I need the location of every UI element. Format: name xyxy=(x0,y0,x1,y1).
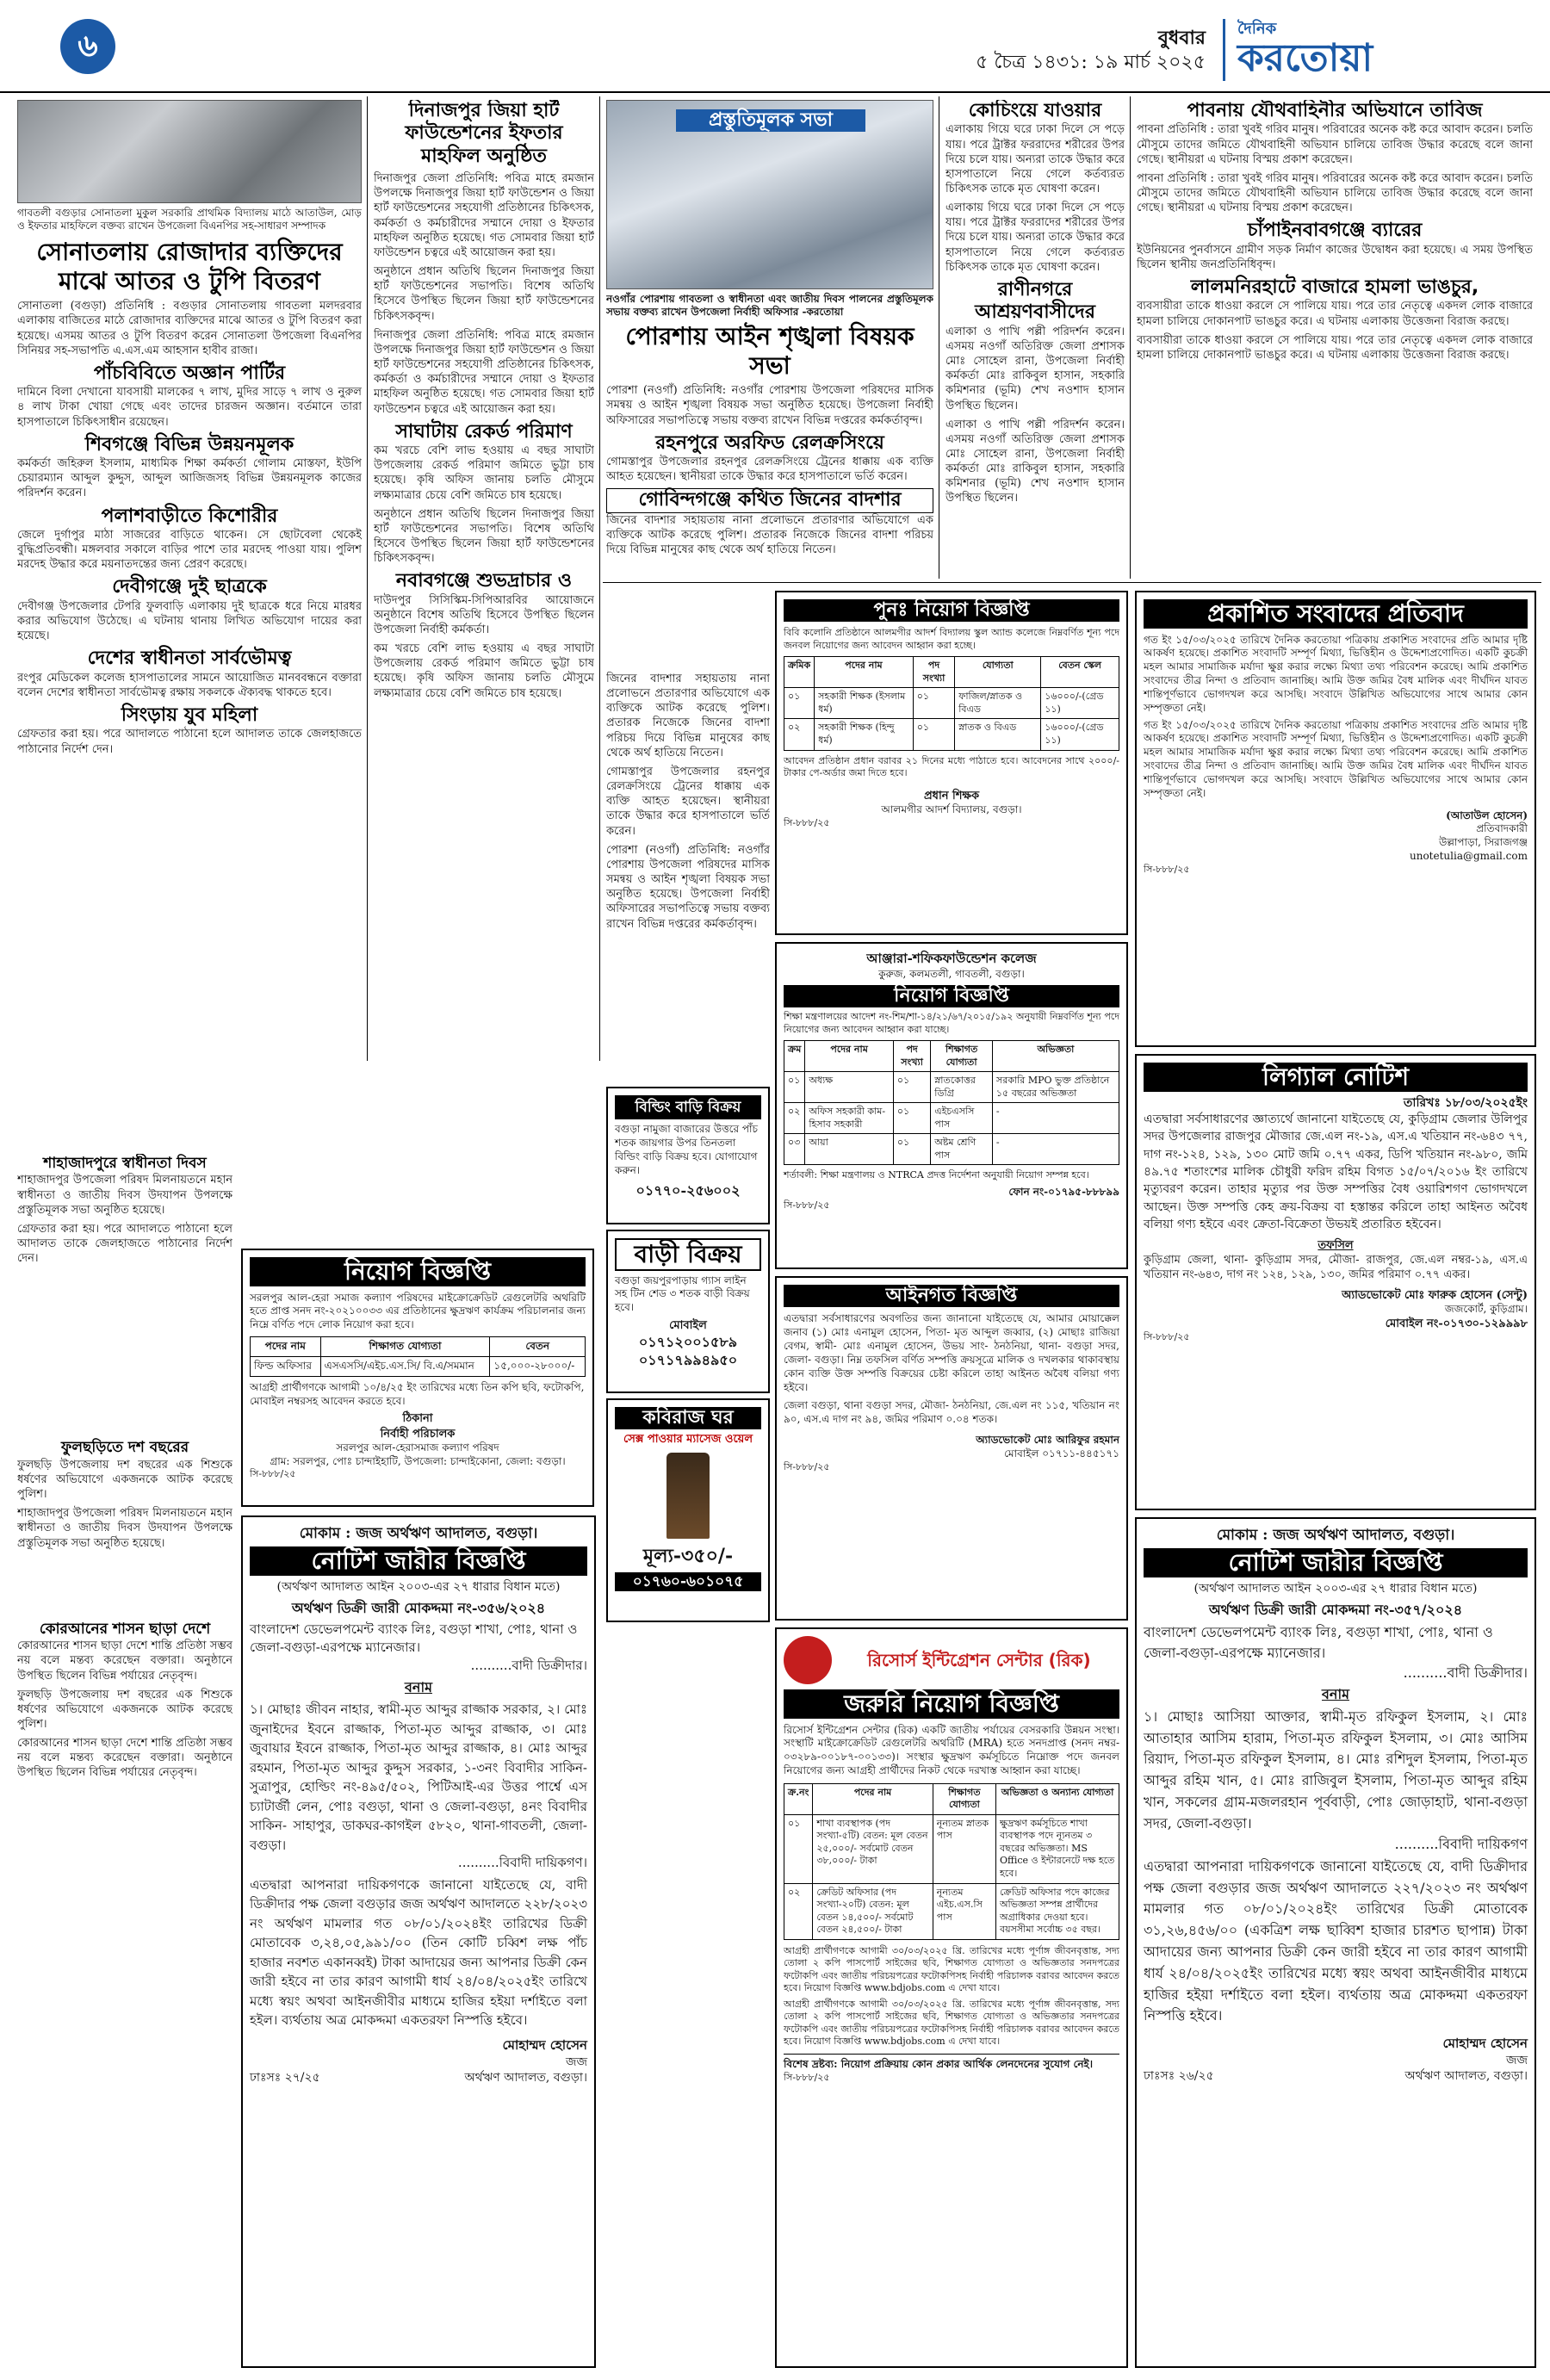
ad-phone-label: মোবাইল xyxy=(669,1319,707,1333)
bottle-image xyxy=(666,1453,710,1539)
ad-intro: রিসোর্স ইন্টিগ্রেশন সেন্টার (রিক) একটি জাতীয় পর্যায়ের বেসরকারি উন্নয়ন সংস্থা। সংস্থাটি মাইক্রোক্রেডিট রেগুলেটরি অথরিটি (MRA) হতে সনদপ্রাপ্ত (সনদ নম্বর- ০৩২৮৯-০০১৮৭-০০১৩৩)। সংস্থার ক্ষুদ্রঋণ কর্মসূচিতে নিম্নোক্ত পদে জনবল নিয়োগের জন্য আগ্রহী প্রার্থীদের নিকট থেকে দরখাস্ত আহ্বান করা যাচ্ছে। xyxy=(784,1723,1119,1777)
ad-conditions: আগ্রহী প্রার্থীগণকে আগামী ৩০/০৩/২০২৫ খ্রি. তারিখের মধ্যে পূর্ণাঙ্গ জীবনবৃত্তান্ত, সদ্য তোলা ২ কপি পাসপোর্ট সাইজের ছবি, শিক্ষাগত যোগ্যতা ও অভিজ্ঞতার সনদপত্রের ফটোকপি এবং জাতীয় পরিচয়পত্রের ফটোকপিসহ নির্বাহী পরিচালক বরাবর আবেদন করতে হবে। নিয়োগ বিজ্ঞপ্তি www.bdjobs.com এ দেখা যাবে। xyxy=(784,1998,1119,2048)
headline: দিনাজপুর জিয়া হার্ট ফাউন্ডেশনের ইফতার মাহফিল অনুষ্ঠিত xyxy=(405,100,563,167)
ad-text: বগুড়া নামুজা বাজারের উত্তরে পাঁচ শতক জায়গার উপর তিনতলা বিল্ডিং বাড়ি বিক্রয় হবে। যোগাযোগ করুন। xyxy=(615,1123,758,1176)
article-text: এলাকা ও পাখি পল্লী পরিদর্শন করেন। এসময় নওগাঁ অতিরিক্ত জেলা প্রশাসক মোঃ সোহেল রানা, উপজেলা নির্বাহী কর্মকর্তা মোঃ রাকিবুল হাসান, সহকারি কমিশনার (ভূমি) শেখ নওশাদ হাসান উপস্থিত ছিলেন। xyxy=(946,418,1125,505)
case-number: অর্থঋণ ডিক্রী জারী মোকদ্দমা নং-৩৫৬/২০২৪ xyxy=(291,1599,546,1616)
article-text: এলাকা ও পাখি পল্লী পরিদর্শন করেন। এসময় নওগাঁ অতিরিক্ত জেলা প্রশাসক মোঃ সোহেল রানা, উপজেলা নির্বাহী কর্মকর্তা মোঃ রাকিবুল হাসান, সহকারি কমিশনার (ভূমি) শেখ নওশাদ হাসান উপস্থিত ছিলেন। xyxy=(946,325,1125,412)
headline: দেবীগঞ্জে দুই ছাত্রকে xyxy=(112,576,267,598)
logo-name: করতোয়া xyxy=(1237,35,1373,80)
ad-warning: বিশেষ দ্রষ্টব্য: নিয়োগ প্রক্রিয়ায় কোন প্রকার আর্থিক লেনদেনের সুযোগ নেই। xyxy=(784,2054,1119,2072)
article-text: গোমস্তাপুর উপজেলার রহনপুর রেলক্রসিংয়ে ট্রেনের ধাক্কায় এক ব্যক্তি আহত হয়েছেন। স্থানীয়রা তাকে উদ্ধার করে হাসপাতালে ভর্তি করেন। xyxy=(606,765,770,838)
notice-title: নোটিশ জারীর বিজ্ঞপ্তি xyxy=(1144,1548,1528,1577)
ad-table xyxy=(250,1336,586,1377)
column-2 xyxy=(374,100,594,1090)
ad-ref: সি-৮৮৮/২৫ xyxy=(784,1460,830,1472)
plaintiff: বাংলাদেশ ডেভেলপমেন্ট ব্যাংক লিঃ, বগুড়া শাখা, পোঃ, থানা ও জেলা-বগুড়া-এরপক্ষে ম্যানেজার। xyxy=(250,1621,578,1656)
logo-small: দৈনিক xyxy=(1237,20,1277,38)
article-text: পাবনা প্রতিনিধি : তারা খুবই গরিব মানুষ। পরিবারের অনেক কষ্ট করে আবাদ করেন। চলতি মৌসুমে তাদের জমিতে যৌথবাহিনী অভিযান চালিয়ে তাবিজ উদ্ধার করেছে বলে জানা গেছে। স্থানীয়রা এ ঘটনায় বিস্ময় প্রকাশ করেছেন। xyxy=(1137,171,1533,215)
ad-subheader: কুরুজ, কলমতলী, গাবতলী, বগুড়া। xyxy=(878,967,1025,980)
classified-ad-kobiraj xyxy=(606,1398,770,1622)
notice-phone: মোবাইল ০১৭১১-৪৪৫১৭১ xyxy=(1004,1447,1119,1460)
column-3-lower xyxy=(606,672,770,1085)
headline: গোবিন্দগঞ্জে কথিত জিনের বাদশার xyxy=(606,488,933,512)
notice-date: তারিখঃ ১৮/০৩/২০২৫ইং xyxy=(1403,1095,1528,1110)
article-text: এলাকায় গিয়ে ঘরে ঢাকা দিলে সে পড়ে যায়। পরে ট্রাক্টর ফররাদের শরীরের উপর দিয়ে চলে যায়। অন্যরা তাকে উদ্ধার করে হাসপাতালে নিয়ে গেলে কর্তব্যরত চিকিৎসক তাকে মৃত ঘোষণা করেন। xyxy=(946,123,1125,196)
headline: সাঘাটায় রেকর্ড পরিমাণ xyxy=(395,420,573,443)
protest-signer: (আতাউল হোসেন) xyxy=(1446,809,1528,821)
masthead xyxy=(0,0,1550,93)
ad-title: বিল্ডিং বাড়ি বিক্রয় xyxy=(615,1095,761,1119)
column-divider xyxy=(599,96,600,1061)
notice-body: এতদ্বারা সর্বসাধারণের অবগতির জন্য জানানো যাইতেছে যে, আমার মোয়াক্কেল জনাব (১) মোঃ এনামুল হোসেন, পিতা- মৃত আব্দুল জব্বার, (২) মোছাঃ রাজিয়া বেগম, স্বামী- মোঃ এনামুল হোসেন, উভয় সাং- ঠনঠনিয়া, থানা- বগুড়া সদর, জেলা- বগুড়া। নিম্ন তফসিল বর্ণিত সম্পত্তি ক্রয়সূত্রে মালিক ও দখলকার থাকাবস্থায় কোন ব্যক্তি উক্ত সম্পত্তি বিক্রয়ের চেষ্টা করিলে তাহা আইনত অবৈধ বলিয়া গণ্য হইবে। xyxy=(784,1312,1119,1393)
article-text: কোরআনের শাসন ছাড়া দেশে শান্তি প্রতিষ্ঠা সম্ভব নয় বলে মন্তব্য করেছেন বক্তারা। অনুষ্ঠানে উপস্থিত ছিলেন বিভিন্ন পর্যায়ের নেতৃবৃন্দ। xyxy=(17,1639,232,1683)
ad-org: আলমগীর আদর্শ বিদ্যালয়, বগুড়া। xyxy=(881,803,1022,815)
headline: কোরআনের শাসন ছাড়া দেশে xyxy=(39,1620,211,1638)
article-text: গ্রেফতার করা হয়। পরে আদালতে পাঠানো হলে আদালত তাকে জেলহাজতে পাঠানোর নির্দেশ দেন। xyxy=(17,728,362,756)
headline: দেশের স্বাধীনতা সার্বভৌমত্ব xyxy=(87,648,292,670)
column-5 xyxy=(1137,100,1533,582)
article-text: ব্যবসায়ীরা তাকে ধাওয়া করলে সে পালিয়ে যায়। পরে তার নেতৃত্বে একদল লোক বাজারে হামলা চালিয়ে দোকানপাট ভাঙচুর করে। এ ঘটনায় এলাকায় উত্তেজনা বিরাজ করছে। xyxy=(1137,333,1533,362)
ad-ref: সি-৮৮৮/২৫ xyxy=(1144,863,1190,875)
plaintiff: বাংলাদেশ ডেভেলপমেন্ট ব্যাংক লিঃ, বগুড়া শাখা, পোঃ, থানা ও জেলা-বগুড়া-এরপক্ষে ম্যানেজার। xyxy=(1144,1623,1493,1661)
article-text: জেলে দুর্গাপুর মাঠা সাজরের বাড়িতে থাকেন। সে ছোটবেলা থেকেই বুদ্ধিপ্রতিবন্ধী। মঙ্গলবার সকালে বাড়ির পাশে তার মরদেহ পাওয়া যায়। পুলিশ মরদেহ উদ্ধার করে ময়নাতদন্তের জন্য প্রেরণ করেছে। xyxy=(17,528,362,572)
ad-phone: ০১৭৬০-৬০১০৭৫ xyxy=(615,1572,761,1591)
headline: লালমনিরহাটে বাজারে হামলা ভাঙচুর, xyxy=(1190,276,1479,299)
article-text: দিনাজপুর জেলা প্রতিনিধি: পবিত্র মাহে রমজান উপলক্ষে দিনাজপুর জিয়া হার্ট ফাউন্ডেশন ও জিয়া হার্ট ফাউন্ডেশনের সহযোগী প্রতিষ্ঠানের চিকিৎসক, কর্মকর্তা ও কর্মচারীদের সম্মানে দোয়া ও ইফতার মাহফিল অনুষ্ঠিত হয়েছে। গত সোমবার জিয়া হার্ট ফাউন্ডেশন চত্বরে এই আয়োজন করা হয়। xyxy=(374,328,594,416)
classified-ad-house xyxy=(606,1087,770,1224)
headline: চাঁপাইনবাবগঞ্জে ব্যারের xyxy=(1247,220,1423,242)
paper-logo xyxy=(1223,19,1524,81)
headline: রহনপুরে অরফিড রেলক্রসিংয়ে xyxy=(655,431,884,454)
ad-address-label: ঠিকানা xyxy=(402,1412,433,1426)
defendants-tag: ..........বিবাদী দায়িকগণ xyxy=(1394,1835,1528,1852)
ad-conditions: আগ্রহী প্রার্থীগণকে আগামী ৩০/০৩/২০২৫ খ্রি. তারিখের মধ্যে পূর্ণাঙ্গ জীবনবৃত্তান্ত, সদ্য তোলা ২ কপি পাসপোর্ট সাইজের ছবি, শিক্ষাগত যোগ্যতা ও অভিজ্ঞতার সনদপত্রের ফটোকপি এবং জাতীয় পরিচয়পত্রের ফটোকপিসহ নির্বাহী পরিচালক বরাবর আবেদন করতে হবে। নিয়োগ বিজ্ঞপ্তি www.bdjobs.com এ দেখা যাবে। xyxy=(784,1944,1119,1994)
plaintiff-tag: ..........বাদী ডিক্রীদার। xyxy=(470,1658,587,1674)
article-text: কোরআনের শাসন ছাড়া দেশে শান্তি প্রতিষ্ঠা সম্ভব নয় বলে মন্তব্য করেছেন বক্তারা। অনুষ্ঠানে উপস্থিত ছিলেন বিভিন্ন পর্যায়ের নেতৃবৃন্দ। xyxy=(17,1737,232,1780)
protest-body: গত ইং ১৫/০৩/২০২৫ তারিখে দৈনিক করতোয়া পত্রিকায় প্রকাশিত সংবাদের প্রতি আমার দৃষ্টি আকর্ষণ হয়েছে। প্রকাশিত সংবাদটি সম্পূর্ণ মিথ্যা, ভিত্তিহীন ও উদ্দেশ্যপ্রণোদিত। একটি কুচক্রী মহল আমার সামাজিক মর্যাদা ক্ষুণ্ণ করার লক্ষ্যে মিথ্যা তথ্য পরিবেশন করেছে। আমি প্রকাশিত সংবাদের তীব্র নিন্দা ও প্রতিবাদ জানাচ্ছি। আমি উক্ত জমির বৈধ মালিক এবং দীর্ঘদিন যাবত শান্তিপূর্ণভাবে ভোগদখল করে আসছি। সংবাদে উল্লিখিত অভিযোগের সাথে আমার কোন সম্পৃক্ততা নেই। xyxy=(1144,633,1528,714)
article-text: ব্যবসায়ীরা তাকে ধাওয়া করলে সে পালিয়ে যায়। পরে তার নেতৃত্বে একদল লোক বাজারে হামলা চালিয়ে দোকানপাট ভাঙচুর করে। এ ঘটনায় এলাকায় উত্তেজনা বিরাজ করছে। xyxy=(1137,300,1533,328)
notice-title: নোটিশ জারীর বিজ্ঞপ্তি xyxy=(250,1546,587,1576)
classified-ad-house xyxy=(606,1230,770,1393)
court-notice xyxy=(241,1515,596,2368)
defendants: ১। মোছাঃ আসিয়া আক্তার, স্বামী-মৃত রফিকুল ইসলাম, ২। মোঃ আতাহার আসিম হারাম, পিতা-মৃত রফিকুল ইসলাম, ৩। মোঃ আসিম রিয়াদ, পিতা-মৃত রফিকুল ইসলাম, ৪। মোঃ রশিদুল ইসলাম, পিতা-মৃত আব্দুর রহিম খান, ৫। মোঃ রাজিবুল ইসলাম, পিতা-মৃত আব্দুর রহিম খান, সকলের গ্রাম-মজলরহান পূর্ববাড়ী, পোঃ জোড়াহাট, থানা-বগুড়া সদর, জেলা-বগুড়া। xyxy=(1144,1708,1528,1831)
court-name: মোকাম : জজ অর্থঋণ আদালত, বগুড়া। xyxy=(299,1525,538,1542)
judge-court: অর্থঋণ আদালত, বগুড়া। xyxy=(464,2071,587,2086)
article-text: অনুষ্ঠানে প্রধান অতিথি ছিলেন দিনাজপুর জিয়া হার্ট ফাউন্ডেশনের সভাপতি। বিশেষ অতিথি হিসেবে উপস্থিত ছিলেন জিয়া হার্ট ফাউন্ডেশনের চিকিৎসকবৃন্দ। xyxy=(374,507,594,566)
recruitment-ad xyxy=(241,1249,594,1507)
schedule-title: তফসিল xyxy=(1318,1239,1354,1253)
ad-intro: বিবি কলোনি প্রতিষ্ঠানে আলমগীর আদর্শ বিদ্যালয় স্কুল অ্যান্ড কলেজে নিম্নবর্ণিত শূন্য পদে জনবল নিয়োগের জন্য আবেদন আহ্বান করা হচ্ছে। xyxy=(784,627,1119,651)
notice-title: আইনগত বিজ্ঞপ্তি xyxy=(784,1285,1119,1307)
column-4 xyxy=(946,100,1125,582)
photo-caption: নওগাঁর পোরশায় গাবতলা ও স্বাধীনতা এবং জাতীয় দিবস পালনের প্রস্তুতিমূলক সভায় বক্তব্য রাখেন উপজেলা নির্বাহী অফিসার -করতোয়া xyxy=(606,293,933,318)
table-row: ০২ ক্রেডিট অফিসার (পদ সংখ্যা-২০টি) বেতন: মূল বেতন ১৪,৫০০/- সর্বমোট বেতন ২৪,৫০০/- টাকা নূন্যতম এইচ.এস.সি পাস ক্রেডিট অফিসার পদে কাজের অভিজ্ঞতা সম্পন্ন প্রার্থীদের অগ্রাধিকার দেওয়া হবে। বয়সসীমা সর্বোচ্চ ৩৫ বছর। xyxy=(784,1883,1119,1939)
ad-note: আবেদন প্রতিষ্ঠান প্রধান বরাবর ২১ দিনের মধ্যে পাঠাতে হবে। আবেদনের সাথে ২০০০/- টাকার পে-অর্ডার জমা দিতে হবে। xyxy=(784,754,1119,779)
rick-logo-icon xyxy=(784,1636,832,1684)
notice-schedule: কুড়িগ্রাম জেলা, থানা- কুড়িগ্রাম সদর, মৌজা- রাজপুর, জে.এল নম্বর-১৯, এস.এ খতিয়ান নং-৬৪৩, দাগ নং ১২৪, ১২৯, ১৩০, জমির পরিমাণ ০.৭৭ একর। xyxy=(1144,1254,1528,1282)
versus: বনাম xyxy=(1322,1685,1349,1702)
table-row: ০১ সহকারী শিক্ষক (ইসলাম ধর্ম) ০১ ফাজিল/স্নাতক ও বিএড ১৬০০০/-(গ্রেড ১১) xyxy=(784,688,1119,719)
table-header: শিক্ষাগত যোগ্যতা xyxy=(320,1337,490,1357)
article-text: পোরশা (নওগাঁ) প্রতিনিধি: নওগাঁর পোরশায় উপজেলা পরিষদের মাসিক সমন্বয় ও আইন শৃঙ্খলা বিষয়ক সভা অনুষ্ঠিত হয়েছে। উপজেলা নির্বাহী অফিসারের সভাপতিত্বে সভায় বক্তব্য রাখেন বিভিন্ন দপ্তরের কর্মকর্তাবৃন্দ। xyxy=(606,384,933,427)
article-text: ফুলছড়ি উপজেলায় দশ বছরের এক শিশুকে ধর্ষণের অভিযোগে একজনকে আটক করেছে পুলিশ। xyxy=(17,1458,232,1502)
article-text: পোরশা (নওগাঁ) প্রতিনিধি: নওগাঁর পোরশায় উপজেলা পরিষদের মাসিক সমন্বয় ও আইন শৃঙ্খলা বিষয়ক সভা অনুষ্ঠিত হয়েছে। উপজেলা নির্বাহী অফিসারের সভাপতিত্বে সভায় বক্তব্য রাখেন বিভিন্ন দপ্তরের কর্মকর্তাবৃন্দ। xyxy=(606,843,770,931)
defendants: ১। মোছাঃ জীবন নাহার, স্বামী-মৃত আব্দুর রাজ্জাক সরকার, ২। মোঃ জুনাইদের ইবনে রাজ্জাক, পিতা-মৃত আব্দুর রাজ্জাক, ৩। মোঃ জুবায়ার ইবনে রাজ্জাক, পিতা-মৃত আব্দুর রাজ্জাক, ৪। মোঃ আব্দুর রহমান, পিতা-মৃত আব্দুর কুদ্দুস সরকার, ১-৩নং বিবাদীর সাকিন-সুত্রাপুর, হোল্ডিং নং-৪৯৫/৫০২, পিটিআই-এর উত্তর পার্শ্বে এস চ্যাটার্জী লেন, পোঃ বগুড়া, থানা ও জেলা-বগুড়া, ৪নং বিবাদীর সাকিন- সাহাপুর, ডাকঘর-কাগইল ৫৮২০, থানা-গাবতলী, জেলা-বগুড়া। xyxy=(250,1701,587,1853)
notice-title: লিগ্যাল নোটিশ xyxy=(1144,1063,1528,1092)
ad-phone: ফোন নং-০১৭৯৫-৮৮৮৯৯ xyxy=(1008,1185,1119,1198)
news-photo xyxy=(606,100,933,289)
rick-org: রিসোর্স ইন্টিগ্রেশন সেন্টার (রিক) xyxy=(867,1649,1091,1670)
notice-advocate: অ্যাডভোকেট মোঃ ফারুক হোসেন (সেন্টু) xyxy=(1342,1288,1528,1302)
protest-title: প্রকাশিত সংবাদের প্রতিবাদ xyxy=(1144,599,1528,629)
headline: শাহাজাদপুরে স্বাধীনতা দিবস xyxy=(43,1155,207,1172)
ad-note: আগ্রহী প্রার্থীগণকে আগামী ১০/৪/২৫ ইং তারিখের মধ্যে তিন কপি ছবি, ফটোকপি, মোবাইল নম্বরসহ আবেদন করতে হবে। xyxy=(250,1380,585,1407)
article-text: ইউনিয়নের পুনর্বাসনে গ্রামীণ সড়ক নির্মাণ কাজের উদ্বোধন করা হয়েছে। এ সময় উপস্থিত ছিলেন স্থানীয় জনপ্রতিনিধিবৃন্দ। xyxy=(1137,243,1533,271)
headline: রাণীনগরে আশ্রয়ণবাসীদের xyxy=(975,278,1095,324)
ad-ref: সি-৮৮৮/২৫ xyxy=(784,1199,830,1211)
table-row: ০১ শাখা ব্যবস্থাপক (পদ সংখ্যা-৫টি) বেতন: মূল বেতন ২৫,০০০/- সর্বমোট বেতন ৩৮,০০০/- টাকা নূন্যতম স্নাতক পাস ক্ষুদ্রঋণ কর্মসূচিতে শাখা ব্যবস্থাপক পদে ন্যূনতম ৩ বছরের অভিজ্ঞতা। MS Office ও ইন্টারনেটে দক্ষ হতে হবে। xyxy=(784,1814,1119,1883)
headline: পলাশবাড়ীতে কিশোরীর xyxy=(101,505,278,527)
notice-place: জজকোর্ট, কুড়িগ্রাম। xyxy=(1444,1302,1528,1315)
ad-ref: ঢাঃসঃ ২৭/২৫ xyxy=(250,2071,320,2086)
notice-footer xyxy=(1144,2068,1528,2084)
column-1-lower xyxy=(17,1154,232,2359)
recruitment-ad-rick xyxy=(775,1627,1128,2368)
table-row: ফিল্ড অফিসার এসএসসি/এইচ.এস.সি/ বি.এ/সমমান ১৫,০০০-২৮০০০/- xyxy=(251,1356,586,1376)
notice-body: এতদ্বারা আপনারা দায়িকগণকে জানানো যাইতেছে যে, বাদী ডিক্রীদার পক্ষ জেলা বগুড়ার জজ অর্থঋণ আদালতে ২২৭/২০২৩ নং অর্থঋণ মামলার গত ০৮/০১/২০২৪ইং তারিখের ডিক্রী মোতাবেক ৩১,২৬,৪৫৬/০০ (একত্রিশ লক্ষ ছাব্বিশ হাজার চারশত ছাপান্ন) টাকা আদায়ের জন্য আপনার ডিক্রী কেন জারী হইবে না তার কারণ আগামী ধার্য ২৪/০৪/২০২৫ইং তারিখের মধ্যে স্বয়ং অথবা আইনজীবীর মাধ্যমে হাজির হইয়া দর্শাইতে বলা হইল। ব্যর্থতায় অত্র মোকদ্দমা একতরফা নিস্পত্তি হইবে। xyxy=(1144,1857,1528,2024)
ad-subtitle: সেক্স পাওয়ার ম্যাসেজ ওয়েল xyxy=(623,1433,753,1447)
protest-address: উল্লাপাড়া, সিরাজগঞ্জ xyxy=(1439,836,1528,849)
table-row: ০১ অধ্যক্ষ ০১ স্নাতকোত্তর ডিগ্রি সরকারি MPO ভুক্ত প্রতিষ্ঠানে ১৫ বছরের অভিজ্ঞতা xyxy=(784,1072,1119,1103)
ad-header: আঞ্জারা-শফিকফাউন্ডেশন কলেজ xyxy=(866,951,1037,966)
article-text: কর্মকর্তা জহিরুল ইসলাম, মাধ্যমিক শিক্ষা কর্মকর্তা গোলাম মোস্তফা, ইউপি চেয়ারম্যান আব্দুল কুদ্দুস, আব্দুল আজিজসহ বিভিন্ন উন্নয়নমূলক কাজের পরিদর্শন করেন। xyxy=(17,457,362,500)
headline: কোচিংয়ে যাওয়ার xyxy=(968,100,1102,121)
table-row: ০২ সহকারী শিক্ষক (হিন্দু ধর্ম) ০১ স্নাতক ও বিএড ১৬০০০/-(গ্রেড ১১) xyxy=(784,719,1119,750)
news-photo xyxy=(17,100,362,203)
ad-title: নিয়োগ বিজ্ঞপ্তি xyxy=(784,985,1119,1007)
notice-advocate: অ্যাডভোকেট মোঃ আরিফুর রহমান xyxy=(976,1434,1119,1447)
article-text: শাহাজাদপুর উপজেলা পরিষদ মিলনায়তনে মহান স্বাধীনতা ও জাতীয় দিবস উদযাপন উপলক্ষে প্রস্তুতিমূলক সভা অনুষ্ঠিত হয়েছে। xyxy=(17,1507,232,1550)
article-text: রংপুর মেডিকেল কলেজ হাসপাতালের সামনে আয়োজিত মানববন্ধনে বক্তারা বলেন দেশের স্বাধীনতা সার্বভৌমত্ব রক্ষায় সকলকে ঐক্যবদ্ধ থাকতে হবে। xyxy=(17,671,362,699)
ad-address: গ্রাম: সরলপুর, পোঃ চান্দাইহাটি, উপজেলা: চান্দাইকোনা, জেলা: বগুড়া। xyxy=(270,1454,566,1467)
ad-signer: নির্বাহী পরিচালক xyxy=(380,1427,456,1441)
ad-title: জরুরি নিয়োগ বিজ্ঞপ্তি xyxy=(784,1689,1119,1719)
page-number: ৬ xyxy=(60,19,115,74)
photo-caption: গাবতলী বগুড়ার সোনাতলা মুকুল সরকারি প্রাথমিক বিদ্যালয় মাঠে আতাউল, মোড় ও ইফতার মাহফিলে বক্তব্য রাখেন উপজেলা বিএনপির সহ-সাধারণ সম্পাদক xyxy=(17,207,362,232)
column-divider xyxy=(367,96,368,1061)
article-text: দাউদপুর সিসিস্কিম-সিপিআরবির আয়োজনে অনুষ্ঠানে বিশেষ অতিথি হিসেবে উপস্থিত ছিলেন উপজেলা নির্বাহী কর্মকর্তা। xyxy=(374,593,594,637)
ad-table: ক্রমিক পদের নাম পদ সংখ্যা যোগ্যতা বেতন স্কেল ০১ সহকারী শিক্ষক (ইসলাম ধর্ম) ০১ ফাজিল/স্নাতক ও বিএড ১৬০০০/-(গ্রেড ১১) ০২ সহকারী শিক্ষক (হিন্দু ধর্ম) ০১ স্নাতক ও বিএড ১৬০০০/-(গ্রেড ১১) xyxy=(784,656,1119,750)
recruitment-ad xyxy=(775,591,1128,935)
article-text: দিনাজপুর জেলা প্রতিনিধি: পবিত্র মাহে রমজান উপলক্ষে দিনাজপুর জিয়া হার্ট ফাউন্ডেশন ও জিয়া হার্ট ফাউন্ডেশনের সহযোগী প্রতিষ্ঠানের চিকিৎসক, কর্মকর্তা ও কর্মচারীদের সম্মানে দোয়া ও ইফতার মাহফিল অনুষ্ঠিত হয়েছে। গত সোমবার জিয়া হার্ট ফাউন্ডেশন চত্বরে এই আয়োজন করা হয়। xyxy=(374,172,594,259)
ad-title: নিয়োগ বিজ্ঞপ্তি xyxy=(250,1257,586,1286)
article-text: দেবীগঞ্জ উপজেলার টেপরি ফুলবাড়ি এলাকায় দুই ছাত্রকে ধরে নিয়ে মারধর করার অভিযোগ উঠেছে। এ ঘটনায় থানায় লিখিত অভিযোগ দায়ের করা হয়েছে। xyxy=(17,599,362,643)
ad-intro: শিক্ষা মন্ত্রণালয়ের আদেশ নং-শিম/শা-১৪/২১/৬৭/২০১৫/১৯২ অনুযায়ী নিম্নবর্ণিত শূন্য পদে নিয়োগের জন্য আবেদন আহ্বান করা যাচ্ছে। xyxy=(784,1011,1119,1035)
ad-ref: সি-৮৮৮/২৫ xyxy=(250,1468,296,1480)
ad-title: কবিরাজ ঘর xyxy=(615,1407,761,1429)
headline: পাবনায় যৌথবাহিনীর অভিযানে তাবিজ xyxy=(1187,100,1483,121)
headline: নবাবগঞ্জে শুভদ্রাচার ও xyxy=(395,570,573,592)
legal-notice xyxy=(775,1276,1128,1621)
defendants-tag: ..........বিবাদী দায়িকগণ। xyxy=(457,1855,587,1871)
ad-table: ক্র.নং পদের নাম শিক্ষাগত যোগ্যতা অভিজ্ঞতা ও অন্যান্য যোগ্যতা ০১ শাখা ব্যবস্থাপক (পদ সংখ্যা-৫টি) বেতন: মূল বেতন ২৫,০০০/- সর্বমোট বেতন ৩৮,০০০/- টাকা নূন্যতম স্নাতক পাস ক্ষুদ্রঋণ কর্মসূচিতে শাখা ব্যবস্থাপক পদে ন্যূনতম ৩ বছরের অভিজ্ঞতা। MS Office ও ইন্টারনেটে দক্ষ হতে হবে। ০২ ক্রেডিট অফিসার (পদ সংখ্যা-২০টি) বেতন: মূল বেতন ১৪,৫০০/- সর্বমোট বেতন ২৪,৫০০/- টাকা নূন্যতম এইচ.এস.সি পাস ক্রেডিট অফিসার পদে কাজের অভিজ্ঞতা সম্পন্ন প্রার্থীদের অগ্রাধিকার দেওয়া হবে। বয়সসীমা সর্বোচ্চ ৩৫ বছর। xyxy=(784,1783,1119,1940)
date: ৫ চৈত্র ১৪৩১: ১৯ মার্চ ২০২৫ xyxy=(976,51,1206,73)
judge-court: অর্থঋণ আদালত, বগুড়া। xyxy=(1404,2069,1528,2084)
judge-role: জজ xyxy=(565,2055,587,2069)
article-text: কম খরচে বেশি লাভ হওয়ায় এ বছর সাঘাটা উপজেলায় রেকর্ড পরিমাণ জমিতে ভুট্টা চাষ হয়েছে। কৃষি অফিস জানায় চলতি মৌসুমে লক্ষ্যমাত্রার চেয়ে বেশি জমিতে চাষ হয়েছে। xyxy=(374,642,594,700)
headline: পাঁচবিবিতে অজ্ঞান পার্টির xyxy=(93,362,286,384)
article-text: ফুলছড়ি উপজেলায় দশ বছরের এক শিশুকে ধর্ষণের অভিযোগে একজনকে আটক করেছে পুলিশ। xyxy=(17,1688,232,1731)
headline: শিবগঞ্জে বিভিন্ন উন্নয়নমূলক xyxy=(84,433,294,456)
ad-ref: সি-৮৮৮/২৫ xyxy=(784,816,830,828)
judge-name: মোহাম্মদ হোসেন xyxy=(1442,2036,1528,2052)
table-header: বেতন xyxy=(490,1337,586,1357)
table-row: ০২ অফিস সহকারী কাম-হিসাব সহকারী ০১ এইচএসসি পাস - xyxy=(784,1103,1119,1134)
article-text: এলাকায় গিয়ে ঘরে ঢাকা দিলে সে পড়ে যায়। পরে ট্রাক্টর ফররাদের শরীরের উপর দিয়ে চলে যায়। অন্যরা তাকে উদ্ধার করে হাসপাতালে নিয়ে গেলে কর্তব্যরত চিকিৎসক তাকে মৃত ঘোষণা করেন। xyxy=(946,201,1125,274)
article-text: গ্রেফতার করা হয়। পরে আদালতে পাঠানো হলে আদালত তাকে জেলহাজতে পাঠানোর নির্দেশ দেন। xyxy=(17,1222,232,1266)
ad-note: শর্তাবলী: শিক্ষা মন্ত্রণালয় ও NTRCA প্রদত্ত নির্দেশনা অনুযায়ী নিয়োগ সম্পন্ন হবে। xyxy=(784,1169,1089,1181)
photo-banner: প্রস্তুতিমূলক সভা xyxy=(676,109,865,132)
article-text: অনুষ্ঠানে প্রধান অতিথি ছিলেন দিনাজপুর জিয়া হার্ট ফাউন্ডেশনের সভাপতি। বিশেষ অতিথি হিসেবে উপস্থিত ছিলেন জিয়া হার্ট ফাউন্ডেশনের চিকিৎসকবৃন্দ। xyxy=(374,265,594,323)
ad-price: মূল্য-৩৫০/- xyxy=(642,1544,734,1567)
rick-header xyxy=(784,1636,1119,1684)
judge-role: জজ xyxy=(1505,2053,1528,2067)
protest-body: গত ইং ১৫/০৩/২০২৫ তারিখে দৈনিক করতোয়া পত্রিকায় প্রকাশিত সংবাদের প্রতি আমার দৃষ্টি আকর্ষণ হয়েছে। প্রকাশিত সংবাদটি সম্পূর্ণ মিথ্যা, ভিত্তিহীন ও উদ্দেশ্যপ্রণোদিত। একটি কুচক্রী মহল আমার সামাজিক মর্যাদা ক্ষুণ্ণ করার লক্ষ্যে মিথ্যা তথ্য পরিবেশন করেছে। আমি প্রকাশিত সংবাদের তীব্র নিন্দা ও প্রতিবাদ জানাচ্ছি। আমি উক্ত জমির বৈধ মালিক এবং দীর্ঘদিন যাবত শান্তিপূর্ণভাবে ভোগদখল করে আসছি। সংবাদে উল্লিখিত অভিযোগের সাথে আমার কোন সম্পৃক্ততা নেই। xyxy=(1144,718,1528,799)
article-text: জিনের বাদশার সহায়তায় নানা প্রলোভনে প্রতারণার অভিযোগে এক ব্যক্তিকে আটক করেছে পুলিশ। প্রতারক নিজেকে জিনের বাদশা পরিচয় দিয়ে বিভিন্ন মানুষের কাছ থেকে অর্থ হাতিয়ে নিতেন। xyxy=(606,513,933,557)
ad-table: ক্রম পদের নাম পদ সংখ্যা শিক্ষাগত যোগ্যতা অভিজ্ঞতা ০১ অধ্যক্ষ ০১ স্নাতকোত্তর ডিগ্রি সরকারি MPO ভুক্ত প্রতিষ্ঠানে ১৫ বছরের অভিজ্ঞতা ০২ অফিস সহকারী কাম-হিসাব সহকারী ০১ এইচএসসি পাস - ০৩ আয়া ০১ অষ্টম শ্রেণি পাস - xyxy=(784,1040,1119,1165)
ad-ref: ঢাঃসঃ ২৬/২৫ xyxy=(1144,2069,1214,2084)
ad-ref: সি-৮৮৮/২৫ xyxy=(784,2071,830,2083)
plaintiff-tag: ..........বাদী ডিক্রীদার। xyxy=(1403,1664,1528,1681)
article-text: গোমস্তাপুর উপজেলার রহনপুর রেলক্রসিংয়ে ট্রেনের ধাক্কায় এক ব্যক্তি আহত হয়েছেন। স্থানীয়রা তাকে উদ্ধার করে হাসপাতালে ভর্তি করেন। xyxy=(606,456,933,484)
day: বুধবার xyxy=(1157,27,1206,49)
ad-phone: ০১৭১৭৯৯৪৯৫০ xyxy=(638,1352,738,1369)
article-text: পাবনা প্রতিনিধি : তারা খুবই গরিব মানুষ। পরিবারের অনেক কষ্ট করে আবাদ করেন। চলতি মৌসুমে তাদের জমিতে যৌথবাহিনী অভিযান চালিয়ে তাবিজ উদ্ধার করেছে বলে জানা গেছে। স্থানীয়রা এ ঘটনায় বিস্ময় প্রকাশ করেছেন। xyxy=(1137,123,1533,166)
table-header: পদের নাম xyxy=(251,1337,321,1357)
protest-email: unotetulia@gmail.com xyxy=(1409,850,1528,863)
ad-org: সরলপুর আল-হেরাসমাজ কল্যাণ পরিষদ xyxy=(336,1441,499,1453)
judge-name: মোহাম্মদ হোসেন xyxy=(502,2036,587,2053)
article-text: জিনের বাদশার সহায়তায় নানা প্রলোভনে প্রতারণার অভিযোগে এক ব্যক্তিকে আটক করেছে পুলিশ। প্রতারক নিজেকে জিনের বাদশা পরিচয় দিয়ে বিভিন্ন মানুষের কাছ থেকে অর্থ হাতিয়ে নিতেন। xyxy=(606,672,770,759)
notice-body: এতদ্বারা আপনারা দায়িকগণকে জানানো যাইতেছে যে, বাদী ডিক্রীদার পক্ষ জেলা বগুড়ার জজ অর্থঋণ আদালতে ২২৮/২০২৩ নং অর্থঋণ মামলার গত ০৮/০১/২০২৪ইং তারিখের ডিক্রী মোতাবেক ৩,২৪,০৫,৯৯১/০০ (তিন কোটি চব্বিশ লক্ষ পাঁচ হাজার নবশত একানব্বই) টাকা আদায়ের জন্য আপনার ডিক্রী কেন জারী হইবে না তার কারণ আগামী ধার্য ২৪/০৪/২০২৫ইং তারিখে মধ্যে স্বয়ং অথবা আইনজীবীর মাধ্যমে হাজির হইয়া দর্শাইতে বলা হইল। ব্যর্থতায় অত্র মোকদ্দমা একতরফা নিস্পত্তি হইবে। xyxy=(250,1876,587,2029)
column-divider xyxy=(1130,96,1131,579)
notice-body: এতদ্বারা সর্বসাধারণের জ্ঞাত্যর্থে জানানো যাইতেছে যে, কুড়িগ্রাম জেলার উলিপুর সদর উপজেলার রাজপুর মৌজার জে.এল নং-১৯, এস.এ খতিয়ান নং-৬৪৩ ৭৭, দাগ নং-১২৪, ১২৯, ১৩০ মোট জমি ০.৭৭ একর, ডিপি খতিয়ান নং-৯৮০, জমি ৪৯.৭৫ শতাংশের মালিক চৌধুরী ফরিদ রহিম বিগত ১৫/০৭/২০১৬ ইং তারিখে মৃত্যুবরণ করেন। তাহার মৃত্যুর পর উক্ত সম্পত্তির বৈধ ওয়ারিশগণ ভোগদখলে আছেন। উক্ত সম্পত্তি কেহ ক্রয়-বিক্রয় বা হস্তান্তর করিলে তাহা আইনত অবৈধ বলিয়া গণ্য হইবে এবং ক্রেতা-বিক্রেতা উভয়ই প্রতারিত হইবেন। xyxy=(1144,1113,1528,1231)
protest-signer-role: প্রতিবাদকারী xyxy=(1476,822,1528,835)
press-protest xyxy=(1135,591,1536,1047)
ad-signer: প্রধান শিক্ষক xyxy=(923,789,980,803)
ad-ref: সি-৮৮৮/২৫ xyxy=(1144,1330,1190,1342)
ad-title: পুনঃ নিয়োগ বিজ্ঞপ্তি xyxy=(784,599,1119,622)
article-text: দামিনে বিলা দেখানো যাবসায়ী মালকের ৭ লাখ, মুদির সাড়ে ৭ লাখ ও নুরুল ৪ লাখ টাকা খোয়া গেছে এবং তাদের চারজন অজ্ঞান। বর্তমানে তারা হাসপাতালে চিকিৎসাধীন রয়েছেন। xyxy=(17,386,362,429)
notice-rule: (অর্থঋণ আদালত আইন ২০০৩-এর ২৭ ধারার বিধান মতে) xyxy=(276,1580,561,1595)
notice-schedule: জেলা বগুড়া, থানা বগুড়া সদর, মৌজা- ঠনঠনিয়া, জে.এল নং ১১৫, খতিয়ান নং ৯০, এস.এ দাগ নং ৯৪, জমির পরিমাণ ০.০৪ শতক। xyxy=(784,1399,1119,1426)
headline: পোরশায় আইন শৃঙ্খলা বিষয়ক সভা xyxy=(625,322,914,380)
table-row: ০৩ আয়া ০১ অষ্টম শ্রেণি পাস - xyxy=(784,1134,1119,1165)
notice-rule: (অর্থঋণ আদালত আইন ২০০৩-এর ২৭ ধারার বিধান মতে) xyxy=(1194,1582,1478,1596)
article-text: কম খরচে বেশি লাভ হওয়ায় এ বছর সাঘাটা উপজেলায় রেকর্ড পরিমাণ জমিতে ভুট্টা চাষ হয়েছে। কৃষি অফিস জানায় চলতি মৌসুমে লক্ষ্যমাত্রার চেয়ে বেশি জমিতে চাষ হয়েছে। xyxy=(374,444,594,502)
dateline xyxy=(976,26,1206,75)
ad-title: বাড়ী বিক্রয় xyxy=(615,1238,761,1271)
ad-phone: ০১৭৭০-২৫৬০০২ xyxy=(636,1181,741,1199)
article-text: শাহাজাদপুর উপজেলা পরিষদ মিলনায়তনে মহান স্বাধীনতা ও জাতীয় দিবস উদযাপন উপলক্ষে প্রস্তুতিমূলক সভা অনুষ্ঠিত হয়েছে। xyxy=(17,1174,232,1217)
ad-text: বগুড়া জয়পুরপাড়ায় গ্যাস লাইন সহ টিন শেড ৩ শতক বাড়ী বিক্রয় হবে। xyxy=(615,1274,750,1314)
versus: বনাম xyxy=(405,1678,432,1695)
notice-footer xyxy=(250,2070,587,2086)
recruitment-ad xyxy=(775,942,1128,1269)
headline: সোনাতলায় রোজাদার ব্যক্তিদের মাঝে আতর ও টুপি বিতরণ xyxy=(36,238,343,295)
case-number: অর্থঋণ ডিক্রী জারী মোকদ্দমা নং-৩৫৭/২০২৪ xyxy=(1208,1601,1463,1618)
court-name: মোকাম : জজ অর্থঋণ আদালত, বগুড়া। xyxy=(1216,1527,1455,1544)
headline: ফুলছড়িতে দশ বছরের xyxy=(60,1439,189,1457)
section-divider xyxy=(603,582,1541,583)
headline: সিংড়ায় যুব মহিলা xyxy=(121,703,258,726)
ad-phone: ০১৭১২০০১৫৮৯ xyxy=(638,1334,738,1351)
column-3 xyxy=(606,100,933,668)
notice-phone: মোবাইল নং-০১৭৩০-১২৯৯৯৮ xyxy=(1385,1317,1528,1330)
ad-intro: সরলপুর আল-হেরা সমাজ কল্যাণ পরিষদের মাইক্রোক্রেডিট রেগুলেটরি অথরিটি হতে প্রাপ্ত সনদ নং-২০২১০০৩৩ এর প্রতিষ্ঠানের ক্ষুদ্রঋণ কার্যক্রম পরিচালনার জন্য নিম্নে বর্ণিত পদে লোক নিয়োগ করা হবে। xyxy=(250,1291,586,1331)
legal-notice xyxy=(1135,1054,1536,1510)
court-notice xyxy=(1135,1517,1536,2368)
article-text: সোনাতলা (বগুড়া) প্রতিনিধি : বগুড়ার সোনাতলায় গাবতলা মলদরবার এলাকায় বাজিতের মাঠে রোজাদার ব্যক্তিদের মাঝে আতর ও টুপি বিতরণ করা হয়েছে। এসময় আতর ও টুপি বিতরণ করেন সোনাতলা উপজেলা বিএনপির সিনিয়র সহ-সভাপতি এ.এস.এম আহসান হাবীব রাজা। xyxy=(17,300,362,357)
